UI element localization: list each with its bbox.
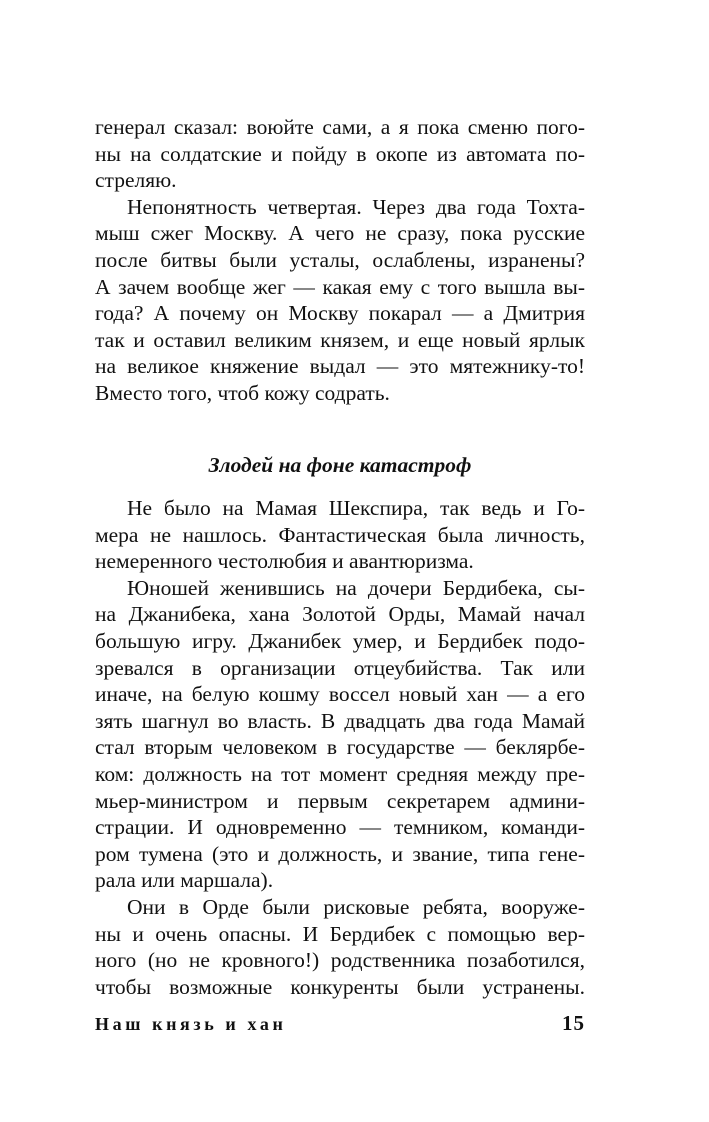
text-line: Не было на Мамая Шекспира, так ведь и Го- bbox=[127, 496, 585, 520]
text-line: А зачем вообще жег — какая ему с того вышла вы- bbox=[95, 274, 585, 299]
text-line: ны и очень опасны. И Бердибек с помощью вер- bbox=[95, 921, 585, 946]
text-line: на Джанибека, хана Золотой Орды, Мамай начал bbox=[95, 602, 585, 627]
text-line: стал вторым человеком в государстве — беклярбе- bbox=[95, 735, 585, 760]
text-line: на великое княжение выдал — это мятежнику-то! bbox=[95, 354, 585, 379]
text-line: большую игру. Джанибек умер, и Бердибек подо- bbox=[95, 628, 585, 653]
running-title: Наш князь и хан bbox=[95, 1014, 287, 1034]
text-line: рала или маршала). bbox=[95, 868, 274, 893]
text-line: Юношей женившись на дочери Бердибека, сы- bbox=[127, 575, 585, 600]
text-line: так и оставил великим князем, и еще новый ярлык bbox=[95, 327, 585, 352]
text-line: Вместо того, чтоб кожу содрать. bbox=[95, 380, 390, 405]
text-line: ком: должность на тот момент средняя между пре- bbox=[95, 761, 585, 786]
page-footer bbox=[95, 1011, 585, 1036]
text-line: ны на солдатские и пойду в окопе из автомата по- bbox=[95, 141, 585, 166]
text-line: ром тумена (это и должность, и звание, типа гене- bbox=[95, 841, 585, 866]
paragraph-block-2 bbox=[95, 495, 585, 1000]
text-line: немеренного честолюбия и авантюризма. bbox=[95, 549, 474, 574]
text-line: мыш сжег Москву. А чего не сразу, пока русские bbox=[95, 221, 585, 246]
text-line: стреляю. bbox=[95, 168, 177, 193]
text-line: чтобы возможные конкуренты были устранены. bbox=[95, 974, 585, 999]
text-line: после битвы были усталы, ослаблены, изранены? bbox=[95, 247, 585, 272]
text-line: мьер-министром и первым секретарем админи- bbox=[95, 788, 585, 813]
text-line: иначе, на белую кошму воссел новый хан — а его bbox=[95, 682, 585, 707]
text-line: мера не нашлось. Фантастическая была личность, bbox=[95, 522, 585, 547]
text-line: страции. И одновременно — темником, команди- bbox=[95, 815, 585, 840]
text-line: Непонятность четвертая. Через два года Тохта- bbox=[127, 194, 585, 219]
text-line: года? А почему он Москву покарал — а Дмитрия bbox=[95, 301, 585, 326]
paragraph-block-1 bbox=[95, 114, 585, 407]
section-heading: Злодей на фоне катастроф bbox=[208, 453, 472, 477]
text-line: Они в Орде были рисковые ребята, вооруже- bbox=[127, 894, 585, 919]
text-line: ного (но не кровного!) родственника позаботился, bbox=[95, 948, 585, 973]
text-line: генерал сказал: воюйте сами, а я пока сменю пого- bbox=[95, 115, 585, 139]
text-line: зревался в организации отцеубийства. Так или bbox=[95, 655, 585, 680]
text-line: зять шагнул во власть. В двадцать два года Мамай bbox=[95, 708, 585, 733]
page-number: 15 bbox=[562, 1011, 585, 1035]
